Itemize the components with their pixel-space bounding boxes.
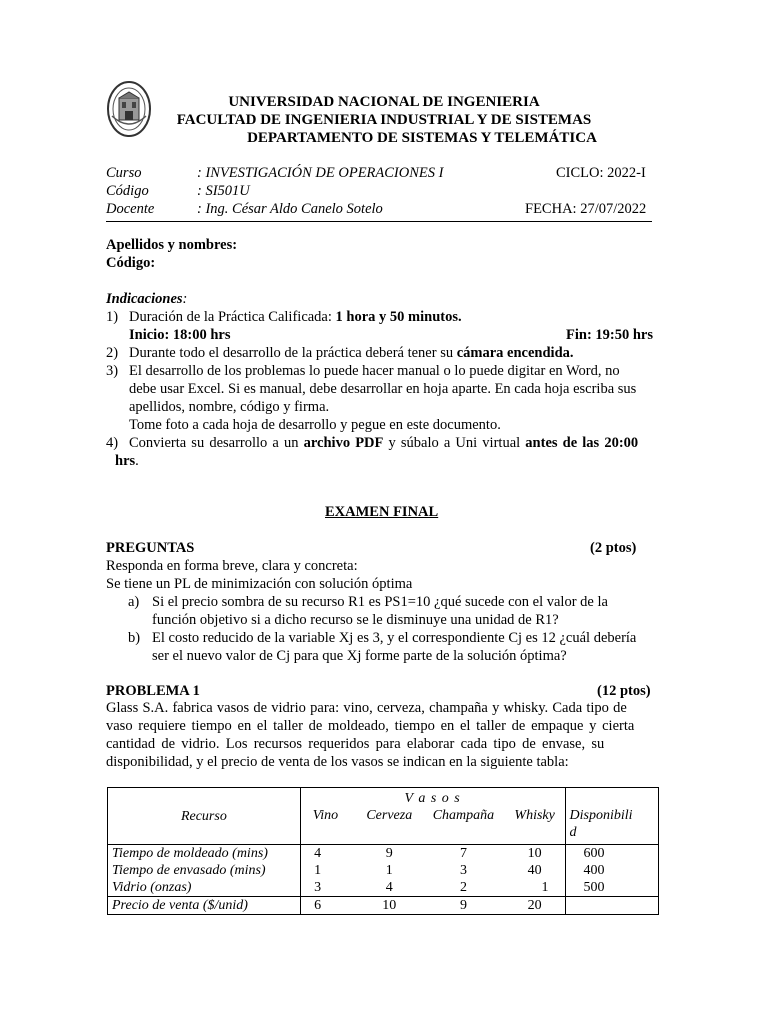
ciclo: CICLO: 2022-I	[556, 165, 646, 181]
student-code-label: Código:	[106, 255, 156, 271]
header-divider	[106, 221, 652, 222]
question-b-label: b)	[128, 630, 141, 646]
curso-label: Curso	[106, 165, 142, 181]
row-label: Tiempo de moldeado (mins)	[108, 845, 301, 863]
docente-value: : Ing. César Aldo Canelo Sotelo	[197, 201, 383, 217]
row-label: Vidrio (onzas)	[108, 879, 301, 897]
cell-value: 7	[459, 846, 467, 861]
department-name: DEPARTAMENTO DE SISTEMAS Y TELEMÁTICA	[247, 130, 597, 146]
col-vino: Vino	[300, 807, 356, 845]
preguntas-title: PREGUNTAS	[106, 540, 195, 556]
codigo-value: : SI501U	[197, 183, 250, 199]
fin-time: Fin: 19:50 hrs	[566, 327, 653, 343]
preguntas-context: Se tiene un PL de minimización con solución óptima	[106, 576, 413, 592]
cell-value: 9	[385, 846, 393, 861]
inicio-time: Inicio: 18:00 hrs	[129, 327, 231, 343]
cell-value: 10	[527, 846, 542, 861]
resources-table	[107, 787, 659, 915]
university-name: UNIVERSIDAD NACIONAL DE INGENIERIA	[228, 94, 540, 110]
indicacion-4-number: 4)	[106, 435, 119, 451]
codigo-label: Código	[106, 183, 149, 199]
header-vasos: V a s o s	[300, 788, 565, 808]
question-b-line-1: El costo reducido de la variable Xj es 3, y el correspondiente Cj es 12 ¿cuál debería	[152, 630, 637, 646]
price-value: 20	[505, 897, 565, 915]
price-value: 9	[422, 897, 505, 915]
student-names-label: Apellidos y nombres:	[106, 237, 238, 253]
table-header-row	[108, 788, 659, 808]
cell-value: 3	[459, 863, 467, 878]
problema-points: (12 ptos)	[597, 683, 651, 699]
preguntas-instruction: Responda en forma breve, clara y concreta:	[106, 558, 358, 574]
curso-value: : INVESTIGACIÓN DE OPERACIONES I	[197, 165, 444, 181]
indicacion-2: Durante todo el desarrollo de la práctica deberá tener su cámara encendida.	[129, 345, 574, 361]
price-disponibilidad-empty	[565, 897, 659, 915]
cell-value: 4	[314, 846, 322, 861]
cell-value: 1	[385, 863, 393, 878]
problema-text-line-2: vaso requiere tiempo en el taller de moldeado, tiempo en el taller de empaque y cierta	[106, 718, 635, 734]
exam-title: EXAMEN FINAL	[325, 504, 439, 520]
indicacion-1-number: 1)	[106, 309, 119, 325]
indicacion-4-line-1: Convierta su desarrollo a un archivo PDF y súbalo a Uni virtual antes de las 20:00	[129, 435, 639, 451]
cell-value: 1	[314, 863, 322, 878]
indicacion-3-line-1: El desarrollo de los problemas lo puede hacer manual o lo puede digitar en Word, no	[129, 363, 620, 379]
price-value: 10	[356, 897, 422, 915]
cell-disponibilidad: 600	[565, 845, 659, 863]
price-value: 6	[300, 897, 356, 915]
header-recurso: Recurso	[108, 788, 301, 845]
cell-disponibilidad: 500	[565, 879, 659, 897]
cell-value: 3	[300, 879, 356, 897]
indicacion-3-line-4: Tome foto a cada hoja de desarrollo y pegue en este documento.	[129, 417, 501, 433]
indicacion-3-line-3: apellidos, nombre, código y firma.	[129, 399, 330, 415]
table-row	[108, 845, 659, 863]
problema-text-line-3: cantidad de vidrio. Los recursos requeridos para elaborar cada tipo de envase, su	[106, 736, 605, 752]
cell-value: 40	[527, 863, 542, 878]
header-disponibilidad: Disponibili d	[565, 788, 659, 845]
col-cerveza: Cerveza	[356, 807, 422, 845]
indicacion-3-line-2: debe usar Excel. Si es manual, debe desarrollar en hoja aparte. En cada hoja escriba sus	[129, 381, 637, 397]
question-a-label: a)	[128, 594, 140, 610]
question-a-line-2: función objetivo si a dicho recurso se le disminuye una unidad de R1?	[152, 612, 559, 628]
cell-value: 4	[356, 879, 422, 897]
indicacion-3-number: 3)	[106, 363, 119, 379]
docente-label: Docente	[106, 201, 155, 217]
indicacion-1: Duración de la Práctica Calificada: 1 hora y 50 minutos.	[129, 309, 462, 325]
problema-title: PROBLEMA 1	[106, 683, 200, 699]
fecha: FECHA: 27/07/2022	[525, 201, 647, 217]
table-row	[108, 862, 659, 879]
col-champana: Champaña	[422, 807, 505, 845]
col-whisky: Whisky	[505, 807, 565, 845]
problema-text-line-4: disponibilidad, y el precio de venta de los vasos se indican en la siguiente tabla:	[106, 754, 569, 770]
indicacion-2-number: 2)	[106, 345, 119, 361]
indicacion-4-line-2: hrs.	[115, 453, 139, 469]
indicaciones-title: Indicaciones:	[106, 291, 188, 307]
cell-disponibilidad: 400	[565, 862, 659, 879]
faculty-name: FACULTAD DE INGENIERIA INDUSTRIAL Y DE SISTEMAS	[176, 112, 592, 128]
question-a-line-1: Si el precio sombra de su recurso R1 es PS1=10 ¿qué sucede con el valor de la	[152, 594, 608, 610]
row-label: Tiempo de envasado (mins)	[108, 862, 301, 879]
question-b-line-2: ser el nuevo valor de Cj para que Xj forme parte de la solución óptima?	[152, 648, 567, 664]
cell-value: 1	[505, 879, 565, 897]
cell-value: 2	[422, 879, 505, 897]
table-price-row	[108, 897, 659, 915]
table-row	[108, 879, 659, 897]
preguntas-points: (2 ptos)	[590, 540, 637, 556]
price-label: Precio de venta ($/unid)	[108, 897, 301, 915]
problema-text-line-1: Glass S.A. fabrica vasos de vidrio para: vino, cerveza, champaña y whisky. Cada tipo de	[106, 700, 627, 716]
